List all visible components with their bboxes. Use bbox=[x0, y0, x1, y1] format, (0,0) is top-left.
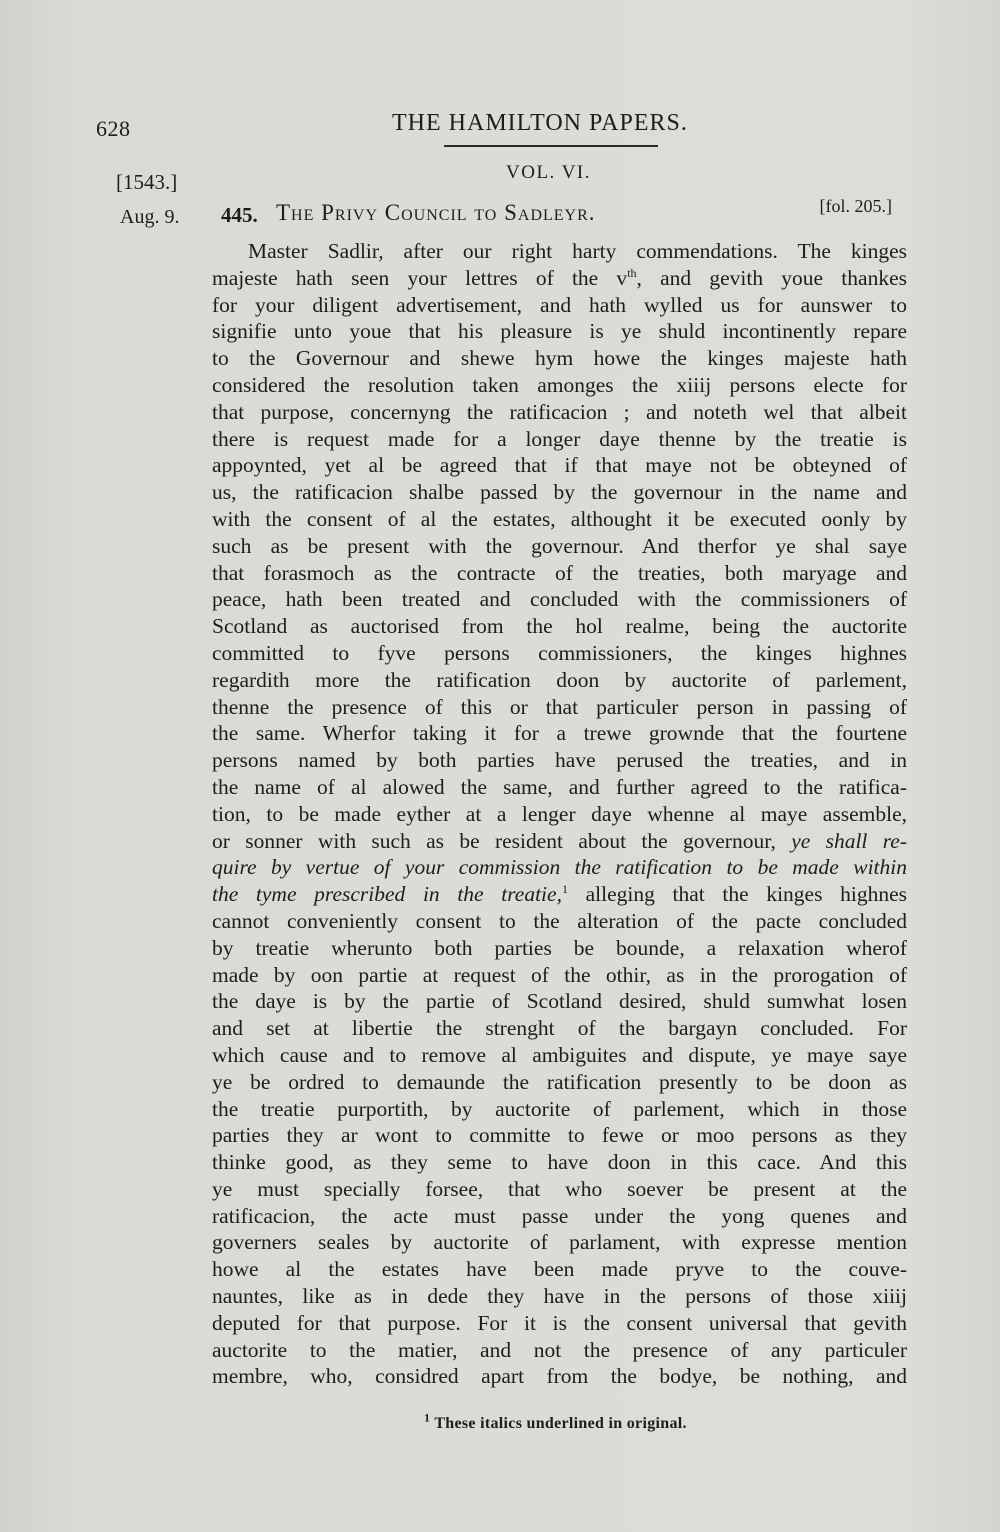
body-line: persons named by both parties have perused the treaties, and in bbox=[212, 748, 907, 773]
body-line: auctorite to the matier, and not the presence of any particuler bbox=[212, 1337, 907, 1362]
body-line: governers seales by auctorite of parlament, with expresse mention bbox=[212, 1230, 907, 1255]
body-line: the daye is by the partie of Scotland desired, shuld sumwhat losen bbox=[212, 989, 907, 1014]
body-line: peace, hath been treated and concluded with the commissioners of bbox=[212, 587, 907, 612]
date-margin-note: Aug. 9. bbox=[120, 206, 180, 228]
footnote bbox=[424, 1410, 687, 1433]
body-line: majeste hath seen your lettres of the $v^{th}$, and gevith youe thankes bbox=[212, 265, 907, 290]
year-margin-note: [1543.] bbox=[116, 170, 178, 194]
running-head: THE HAMILTON PAPERS. bbox=[392, 110, 688, 136]
body-line: ye must specially forsee, that who soever be present at the bbox=[212, 1176, 907, 1201]
body-line: with the consent of al the estates, althought it be executed oonly by bbox=[212, 506, 907, 531]
body-line: regardith more the ratification doon by auctorite of parlement, bbox=[212, 667, 907, 692]
document-title: The Privy Council to Sadleyr. bbox=[276, 200, 596, 225]
body-line: or sonner with such as be resident about the governour, ye shall re- bbox=[212, 828, 907, 853]
body-line: and set at libertie the strenght of the bargayn concluded. For bbox=[212, 1016, 907, 1041]
body-line: ratificacion, the acte must passe under the yong quenes and bbox=[212, 1203, 907, 1228]
body-line: nauntes, like as in dede they have in the persons of those xiiij bbox=[212, 1284, 907, 1309]
body-line: us, the ratificacion shalbe passed by the governour in the name and bbox=[212, 480, 907, 505]
body-line: by treatie wherunto both parties be bounde, a relaxation wherof bbox=[212, 935, 907, 960]
body-line: signifie unto youe that his pleasure is ye shuld incontinently repare bbox=[212, 319, 907, 344]
body-line: for your diligent advertisement, and hath wylled us for aunswer to bbox=[212, 292, 907, 317]
body-line: made by oon partie at request of the othir, as in the prorogation of bbox=[212, 962, 907, 987]
body-line: membre, who, considred apart from the bodye, be nothing, and bbox=[212, 1364, 907, 1389]
body-line: thinke good, as they seme to have doon in this cace. And this bbox=[212, 1150, 907, 1175]
body-line: the treatie purportith, by auctorite of parlement, which in those bbox=[212, 1096, 907, 1121]
body-line: that forasmoch as the contracte of the treaties, both maryage and bbox=[212, 560, 907, 585]
body-line: Master Sadlir, after our right harty commendations. The kinges bbox=[248, 239, 907, 263]
body-line: ye be ordred to demaunde the ratification presently to be doon as bbox=[212, 1069, 907, 1094]
body-line: appoynted, yet al be agreed that if that maye not be obteyned of bbox=[212, 453, 907, 478]
body-line: quire by vertue of your commission the ratification to be made within bbox=[212, 855, 907, 880]
footnote-marker: 1 bbox=[424, 1410, 431, 1425]
body-line: there is request made for a longer daye thenne by the treatie is bbox=[212, 426, 907, 451]
body-line: the same. Wherfor taking it for a trewe grownde that the fourtene bbox=[212, 721, 907, 746]
folio-reference: [fol. 205.] bbox=[819, 196, 892, 216]
body-line: such as be present with the governour. And therfor ye shal saye bbox=[212, 533, 907, 558]
body-line: tion, to be made eyther at a lenger daye whenne al maye assemble, bbox=[212, 801, 907, 826]
body-line: committed to fyve persons commissioners, the kinges highnes bbox=[212, 640, 907, 665]
body-line: considered the resolution taken amonges the xiiij persons electe for bbox=[212, 372, 907, 397]
body-line: which cause and to remove al ambiguites and dispute, ye maye saye bbox=[212, 1042, 907, 1067]
body-line: thenne the presence of this or that particuler person in passing of bbox=[212, 694, 907, 719]
body-line: that purpose, concernyng the ratificacion ; and noteth wel that albeit bbox=[212, 399, 907, 424]
body-line: Scotland as auctorised from the hol realme, being the auctorite bbox=[212, 614, 907, 639]
page-number: 628 bbox=[96, 116, 131, 141]
volume-label: VOL. VI. bbox=[506, 162, 592, 183]
body-line: the tyme prescribed in the treatie,$^1$ alleging that the kinges highnes bbox=[212, 881, 907, 907]
document-number: 445. bbox=[221, 203, 258, 227]
body-line: cannot conveniently consent to the alteration of the pacte concluded bbox=[212, 908, 907, 933]
footnote-text: These italics underlined in original. bbox=[434, 1415, 687, 1432]
body-line: deputed for that purpose. For it is the consent universal that gevith bbox=[212, 1310, 907, 1335]
letter-body bbox=[212, 238, 907, 1390]
body-line: howe al the estates have been made pryve to the couve- bbox=[212, 1257, 907, 1282]
body-line: to the Governour and shewe hym howe the kinges majeste hath bbox=[212, 346, 907, 371]
body-line: the name of al alowed the same, and further agreed to the ratifica- bbox=[212, 774, 907, 799]
body-line: parties they ar wont to committe to fewe or moo persons as they bbox=[212, 1123, 907, 1148]
header-rule bbox=[444, 145, 658, 147]
